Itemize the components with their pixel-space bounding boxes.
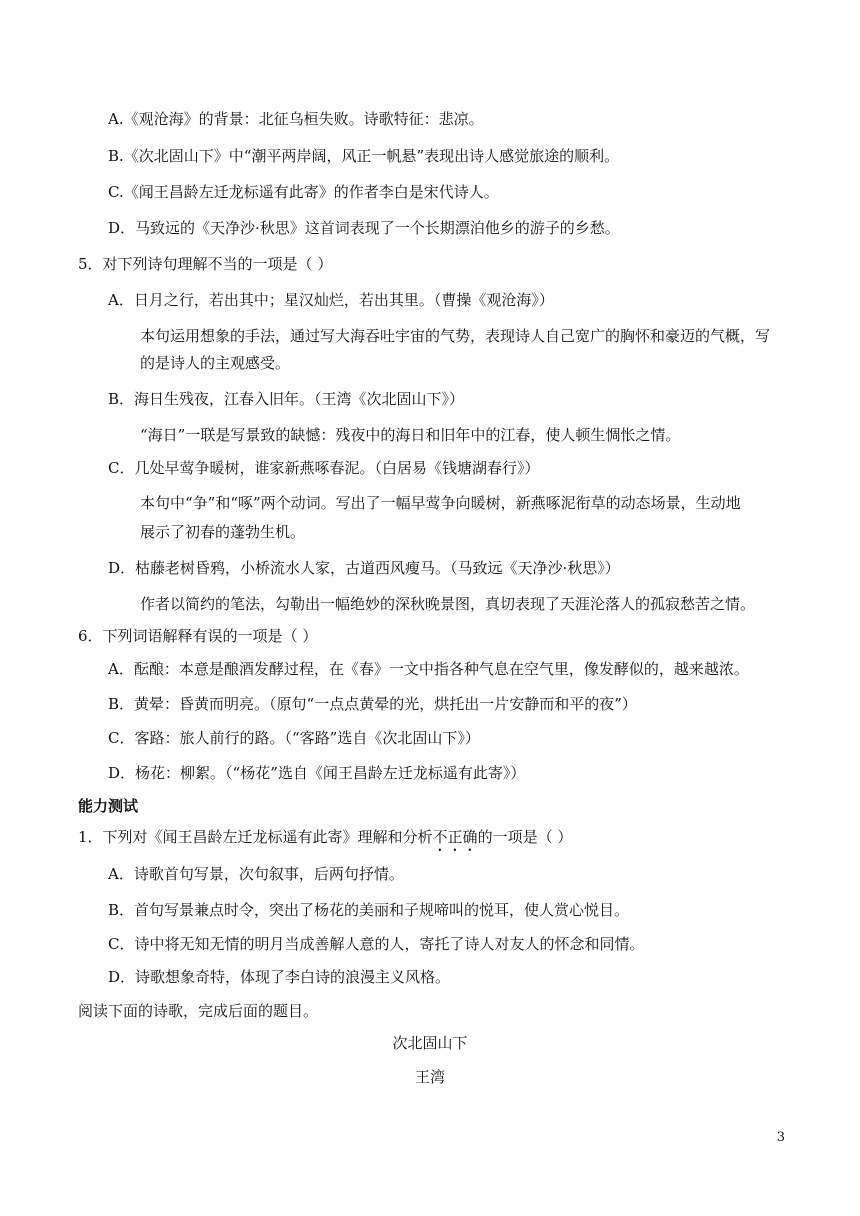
q1-option-a: A．诗歌首句写景，次句叙事，后两句抒情。 — [108, 865, 404, 883]
q5-option-d-explanation: 作者以简约的笔法，勾勒出一幅绝妙的深秋晚景图，真切表现了天涯沦落人的孤寂愁苦之情。 — [140, 595, 756, 613]
question-1 — [78, 827, 572, 855]
q6-option-d: D．杨花：柳絮。（“杨花”选自《闻王昌龄左迁龙标遥有此寄》） — [108, 764, 526, 782]
q6-option-a: A．酝酿：本意是酿酒发酵过程，在《春》一文中指各种气息在空气里，像发酵似的，越来越浓。 — [108, 660, 749, 678]
option-c-li-bai: C.《闻王昌龄左迁龙标遥有此寄》的作者李白是宋代诗人。 — [108, 183, 499, 201]
q5-option-b: B．海日生残夜，江春入旧年。（王湾《次北固山下》） — [108, 390, 465, 408]
q1-option-d: D．诗歌想象奇特，体现了李白诗的浪漫主义风格。 — [108, 968, 451, 986]
option-d-tian-jing-sha: D．马致远的《天净沙·秋思》这首词表现了一个长期漂泊他乡的游子的乡愁。 — [108, 219, 620, 237]
q5-option-a: A．日月之行，若出其中；星汉灿烂，若出其里。（曹操《观沧海》） — [108, 291, 554, 309]
poem-author: 王湾 — [414, 1068, 445, 1086]
question-1-emphasis: 不正确 — [432, 828, 478, 846]
question-1-text-after: 的一项是（ ） — [477, 828, 573, 846]
q5-option-c: C．几处早莺争暖树，谁家新燕啄春泥。（白居易《钱塘湖春行》） — [108, 459, 540, 477]
reading-instruction: 阅读下面的诗歌，完成后面的题目。 — [78, 1002, 319, 1020]
section-heading-ability-test: 能力测试 — [78, 797, 139, 815]
q6-option-c: C．客路：旅人前行的路。（“客路”选自《次北固山下》） — [108, 729, 480, 747]
q6-option-b: B．黄晕：昏黄而明亮。（原句“一点点黄晕的光，烘托出一片安静而和平的夜”） — [108, 695, 637, 713]
q5-option-a-explanation-1: 本句运用想象的手法，通过写大海吞吐宇宙的气势，表现诗人自己宽广的胸怀和豪迈的气概，写 — [140, 327, 771, 345]
page-number: 3 — [776, 1130, 785, 1145]
option-b-ci-bei-gu: B.《次北固山下》中“潮平两岸阔，风正一帆悬”表现出诗人感觉旅途的顺利。 — [108, 147, 620, 165]
question-6: 6．下列词语解释有误的一项是（ ） — [78, 627, 318, 645]
q5-option-c-explanation-1: 本句中“争”和“啄”两个动词。写出了一幅早莺争向暖树，新燕啄泥衔草的动态场景，生动地 — [140, 494, 741, 512]
question-1-text-before: 1．下列对《闻王昌龄左迁龙标遥有此寄》理解和分析 — [78, 828, 433, 846]
option-a-guan-cang-hai: A.《观沧海》的背景：北征乌桓失败。诗歌特征：悲凉。 — [108, 110, 484, 128]
q1-option-b: B．首句写景兼点时令，突出了杨花的美丽和子规啼叫的悦耳，使人赏心悦目。 — [108, 901, 630, 919]
poem-title: 次北固山下 — [392, 1034, 468, 1052]
q5-option-d: D．枯藤老树昏鸦，小桥流水人家，古道西风瘦马。（马致远《天净沙·秋思》） — [108, 559, 620, 577]
q5-option-a-explanation-2: 的是诗人的主观感受。 — [140, 354, 291, 372]
question-5: 5．对下列诗句理解不当的一项是（ ） — [78, 255, 333, 273]
q5-option-b-explanation: “海日”一联是写景致的缺憾：残夜中的海日和旧年中的江春，使人顿生惆怅之情。 — [140, 426, 681, 444]
q1-option-c: C．诗中将无知无情的明月当成善解人意的人，寄托了诗人对友人的怀念和同情。 — [108, 935, 645, 953]
q5-option-c-explanation-2: 展示了初春的蓬勃生机。 — [140, 523, 306, 541]
